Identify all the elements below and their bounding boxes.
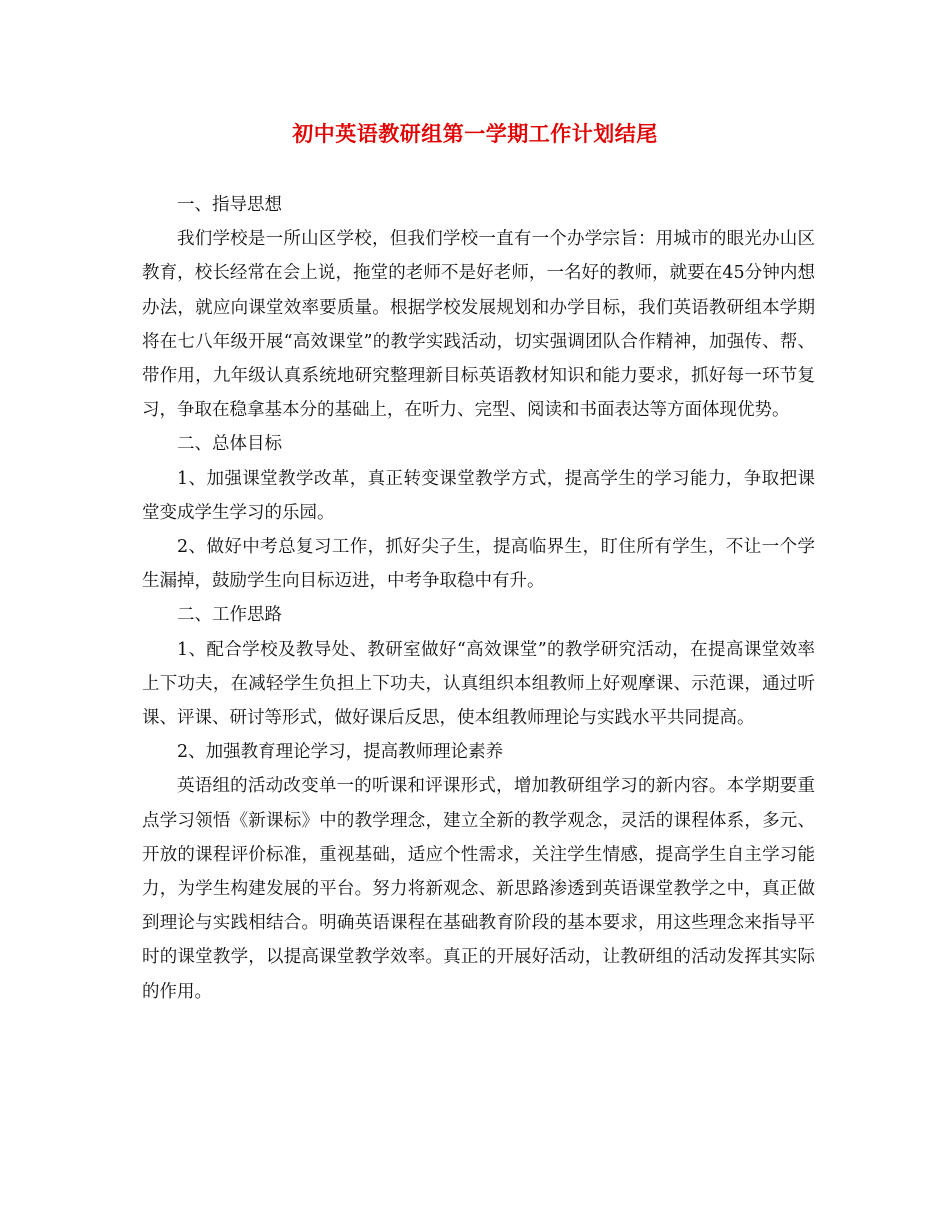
section-heading-guiding-ideology: 一、指导思想 bbox=[177, 195, 282, 215]
document-body bbox=[142, 188, 815, 1009]
section-heading-overall-goals: 二、总体目标 bbox=[177, 434, 282, 455]
section-heading-work-approach: 二、工作思路 bbox=[177, 605, 282, 626]
paragraph-guiding-ideology: 我们学校是一所山区学校，但我们学校一直有一个办学宗旨：用城市的眼光办山区教育，校长经常在会上说，拖堂的老师不是好老师，一名好的教师，就要在45分钟内想办法，就应向课堂效率要质量。根据学校发展规划和办学目标，我们英语教研组本学期将在七八年级开展“高效课堂”的教学实践活动，切实强调团队合作精神，加强传、帮、带作用，九年级认真系统地研究整理新目标英语教材知识和能力要求，抓好每一环节复习，争取在稳拿基本分的基础上，在听力、完型、阅读和书面表达等方面体现优势。 bbox=[142, 229, 815, 421]
paragraph-approach-2-heading: 2、加强教育理论学习，提高教师理论素养 bbox=[177, 742, 504, 763]
paragraph-approach-1: 1、配合学校及教导处、教研室做好“高效课堂”的教学研究活动，在提高课堂效率上下功夫，在减轻学生负担上下功夫，认真组织本组教师上好观摩课、示范课，通过听课、评课、研讨等形式，做好课后反思，使本组教师理论与实践水平共同提高。 bbox=[142, 639, 815, 729]
paragraph-goal-2: 2、做好中考总复习工作，抓好尖子生，提高临界生，盯住所有学生，不让一个学生漏掉，鼓励学生向目标迈进，中考争取稳中有升。 bbox=[142, 537, 815, 592]
paragraph-goal-1: 1、加强课堂教学改革，真正转变课堂教学方式，提高学生的学习能力，争取把课堂变成学生学习的乐园。 bbox=[142, 468, 815, 523]
paragraph-approach-2-body: 英语组的活动改变单一的听课和评课形式，增加教研组学习的新内容。本学期要重点学习领悟《新课标》中的教学理念，建立全新的教学观念，灵活的课程体系，多元、开放的课程评价标准，重视基础，适应个性需求，关注学生情感，提高学生自主学习能力，为学生构建发展的平台。努力将新观念、新思路渗透到英语课堂教学之中，真正做到理论与实践相结合。明确英语课程在基础教育阶段的基本要求，用这些理念来指导平时的课堂教学，以提高课堂教学效率。真正的开展好活动，让教研组的活动发挥其实际的作用。 bbox=[142, 776, 815, 1002]
document-title: 初中英语教研组第一学期工作计划结尾 bbox=[292, 121, 658, 146]
